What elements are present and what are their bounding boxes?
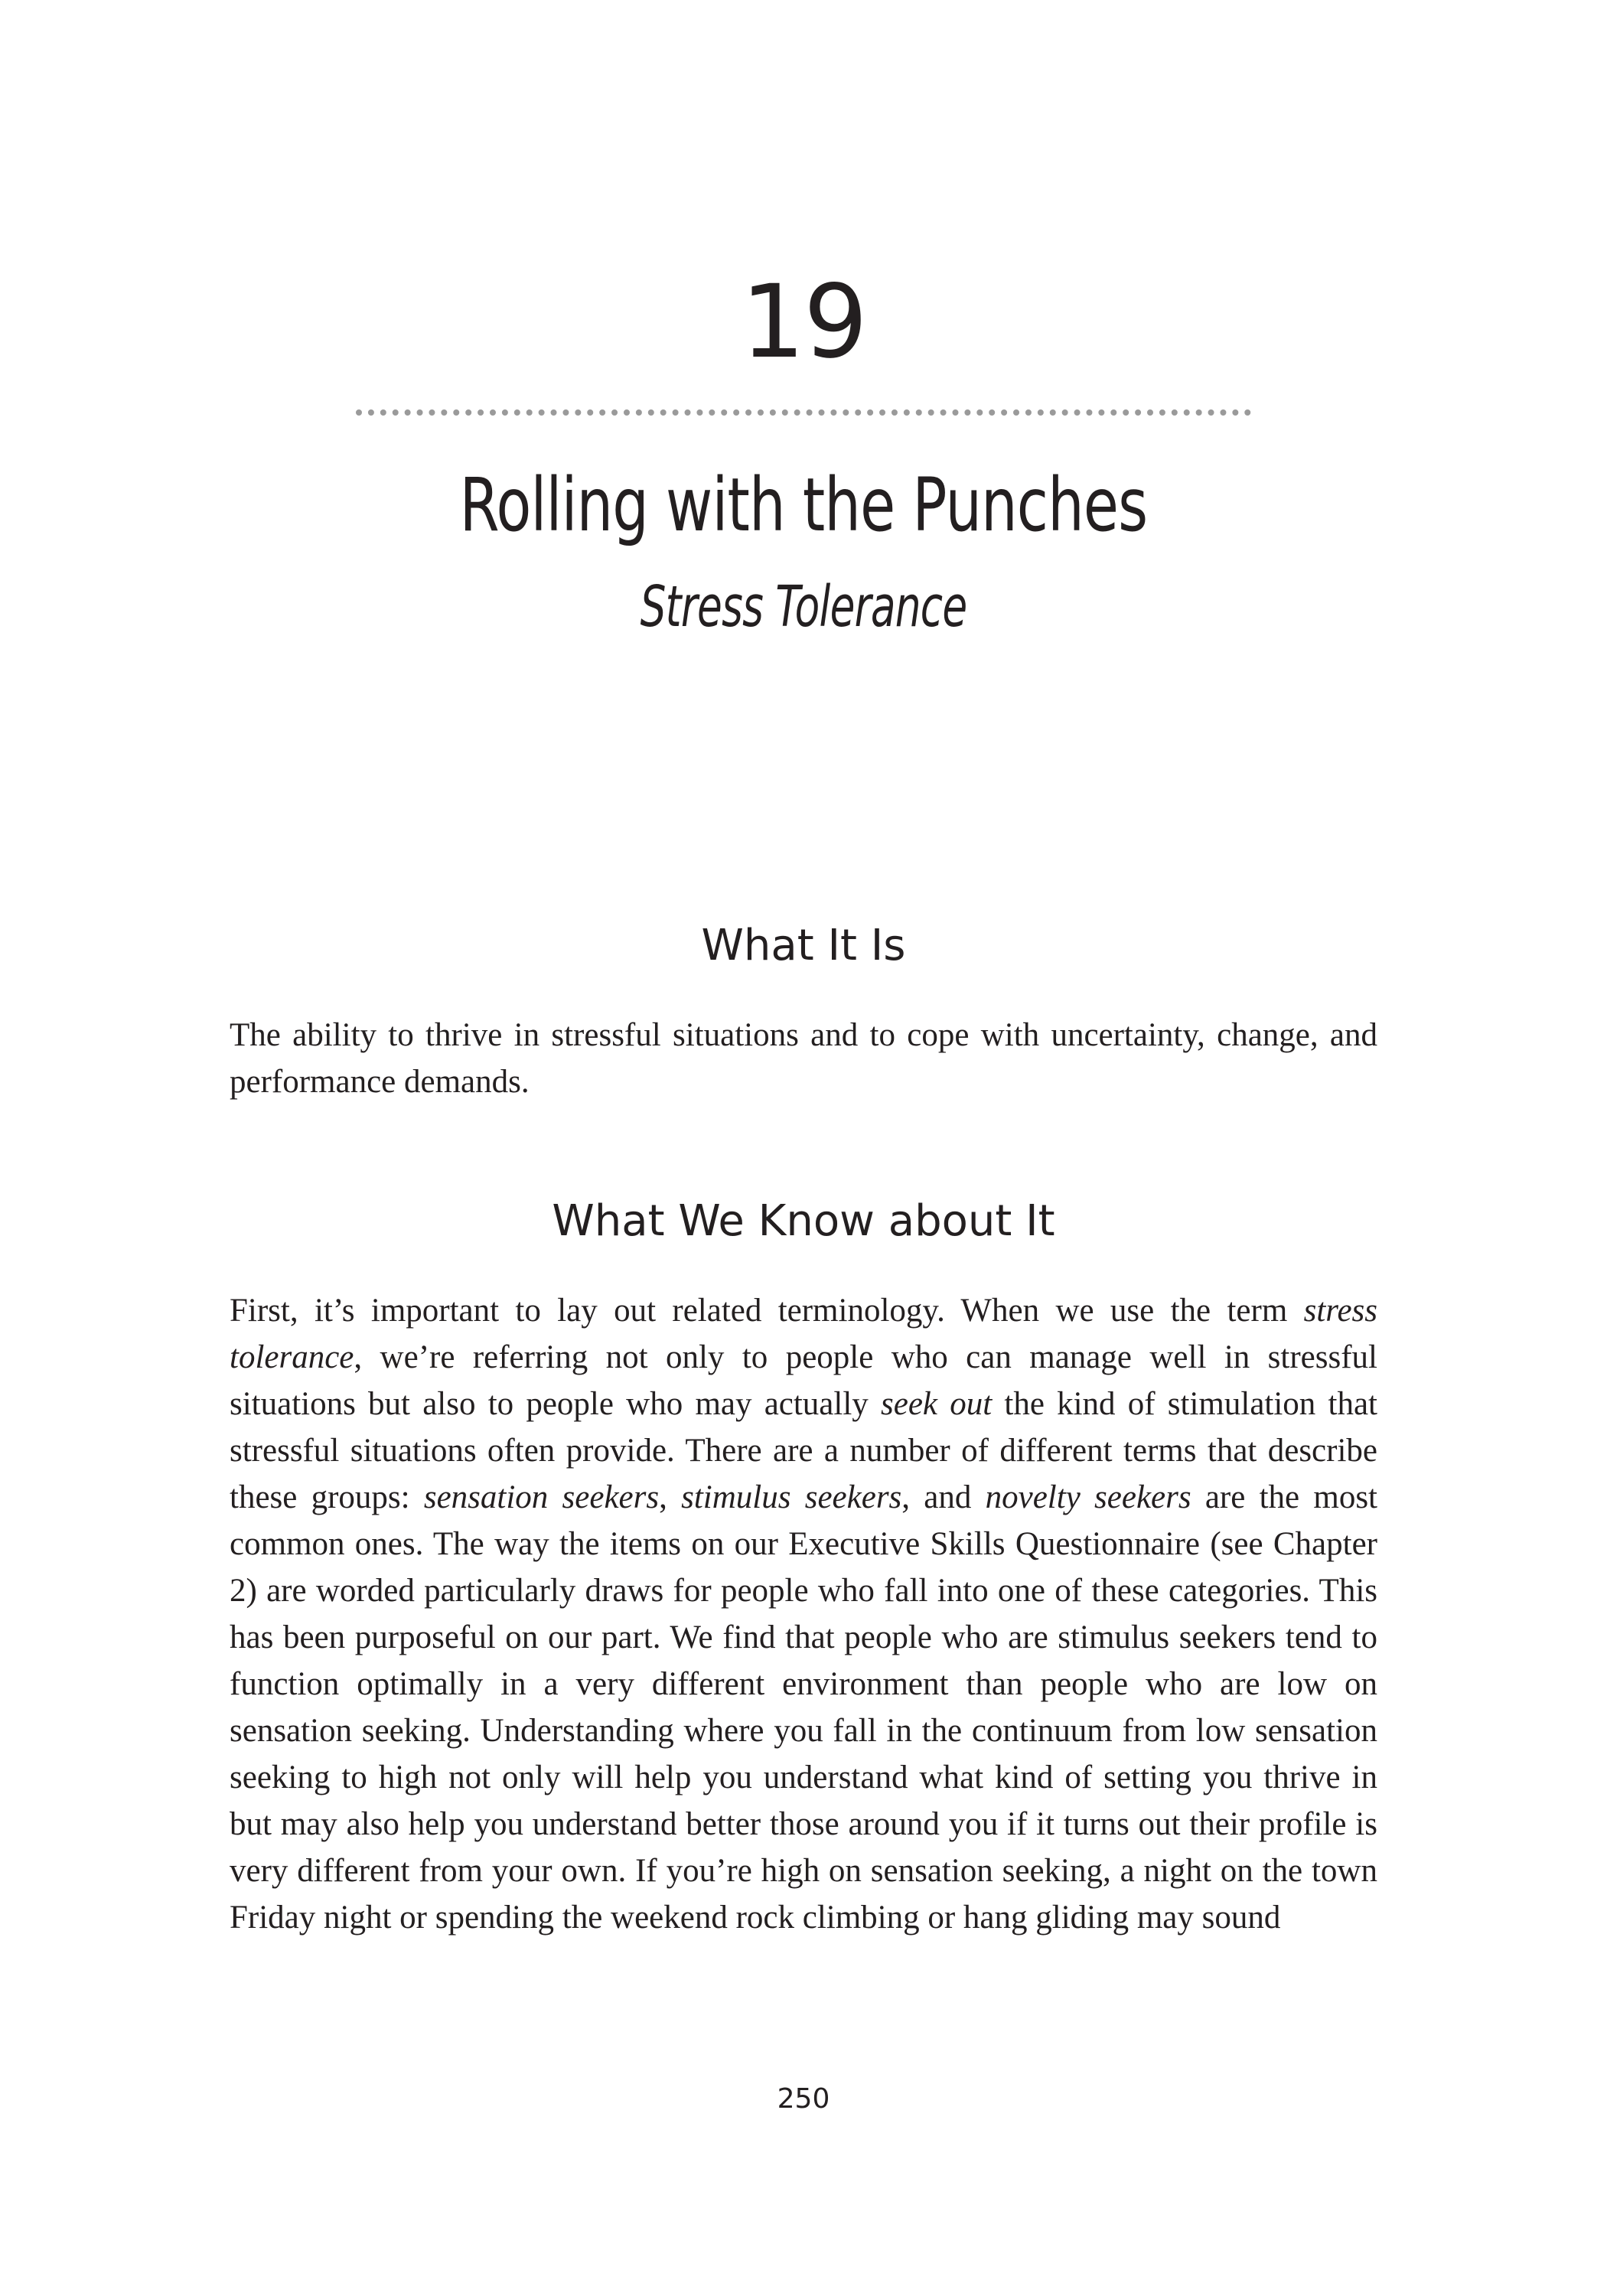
text-run: , we’re referring not only to people who can manage well in stressful situations but also to people who may actually bbox=[230, 1339, 1377, 1422]
italic-term: sensation seekers bbox=[423, 1479, 660, 1515]
chapter-number: 19 bbox=[741, 263, 866, 381]
italic-term: novelty seekers bbox=[985, 1479, 1191, 1515]
text-run: are the most common ones. The way the items on our Executive Skills Questionnaire (see Chapter 2) are worded particularly draws for people who fall into one of these categories. This has been purposeful on our part. We find that people who are stimulus seekers tend to function optimally in a very different environment than people who are low on sensation seeking. Understanding where you fall in the continuum from low sensation seeking to high not only will help you understand what kind of setting you thrive in but may also help you understand better those around you if it turns out their profile is very different from your own. If you’re high on sensation seeking, a night on the town Friday night or spending the weekend rock climbing or hang gliding may sound bbox=[230, 1479, 1378, 1936]
text-run: the kind of stimulation that stressful situations often provide. There are a number of different terms that describe these groups: bbox=[230, 1386, 1377, 1515]
text-run: First, it’s important to lay out related terminology. When we use the term bbox=[230, 1293, 1304, 1329]
text-run: , and bbox=[901, 1479, 986, 1515]
italic-term: stimulus seekers bbox=[681, 1479, 902, 1515]
italic-term: seek out bbox=[881, 1386, 993, 1422]
chapter-subtitle: Stress Tolerance bbox=[640, 574, 967, 640]
section-heading-what-we-know: What We Know about It bbox=[552, 1196, 1055, 1246]
section-heading-what-it-is: What It Is bbox=[701, 921, 906, 970]
italic-term: stress tolerance bbox=[230, 1293, 1377, 1375]
chapter-title: Rolling with the Punches bbox=[459, 462, 1148, 548]
page-number: 250 bbox=[777, 2083, 830, 2115]
dotted-divider bbox=[356, 409, 1251, 416]
body-paragraph bbox=[230, 1287, 1377, 1941]
text-run: , bbox=[659, 1479, 682, 1515]
definition-paragraph: The ability to thrive in stressful situations and to cope with uncertainty, change, and performance demands. bbox=[230, 1017, 1377, 1100]
